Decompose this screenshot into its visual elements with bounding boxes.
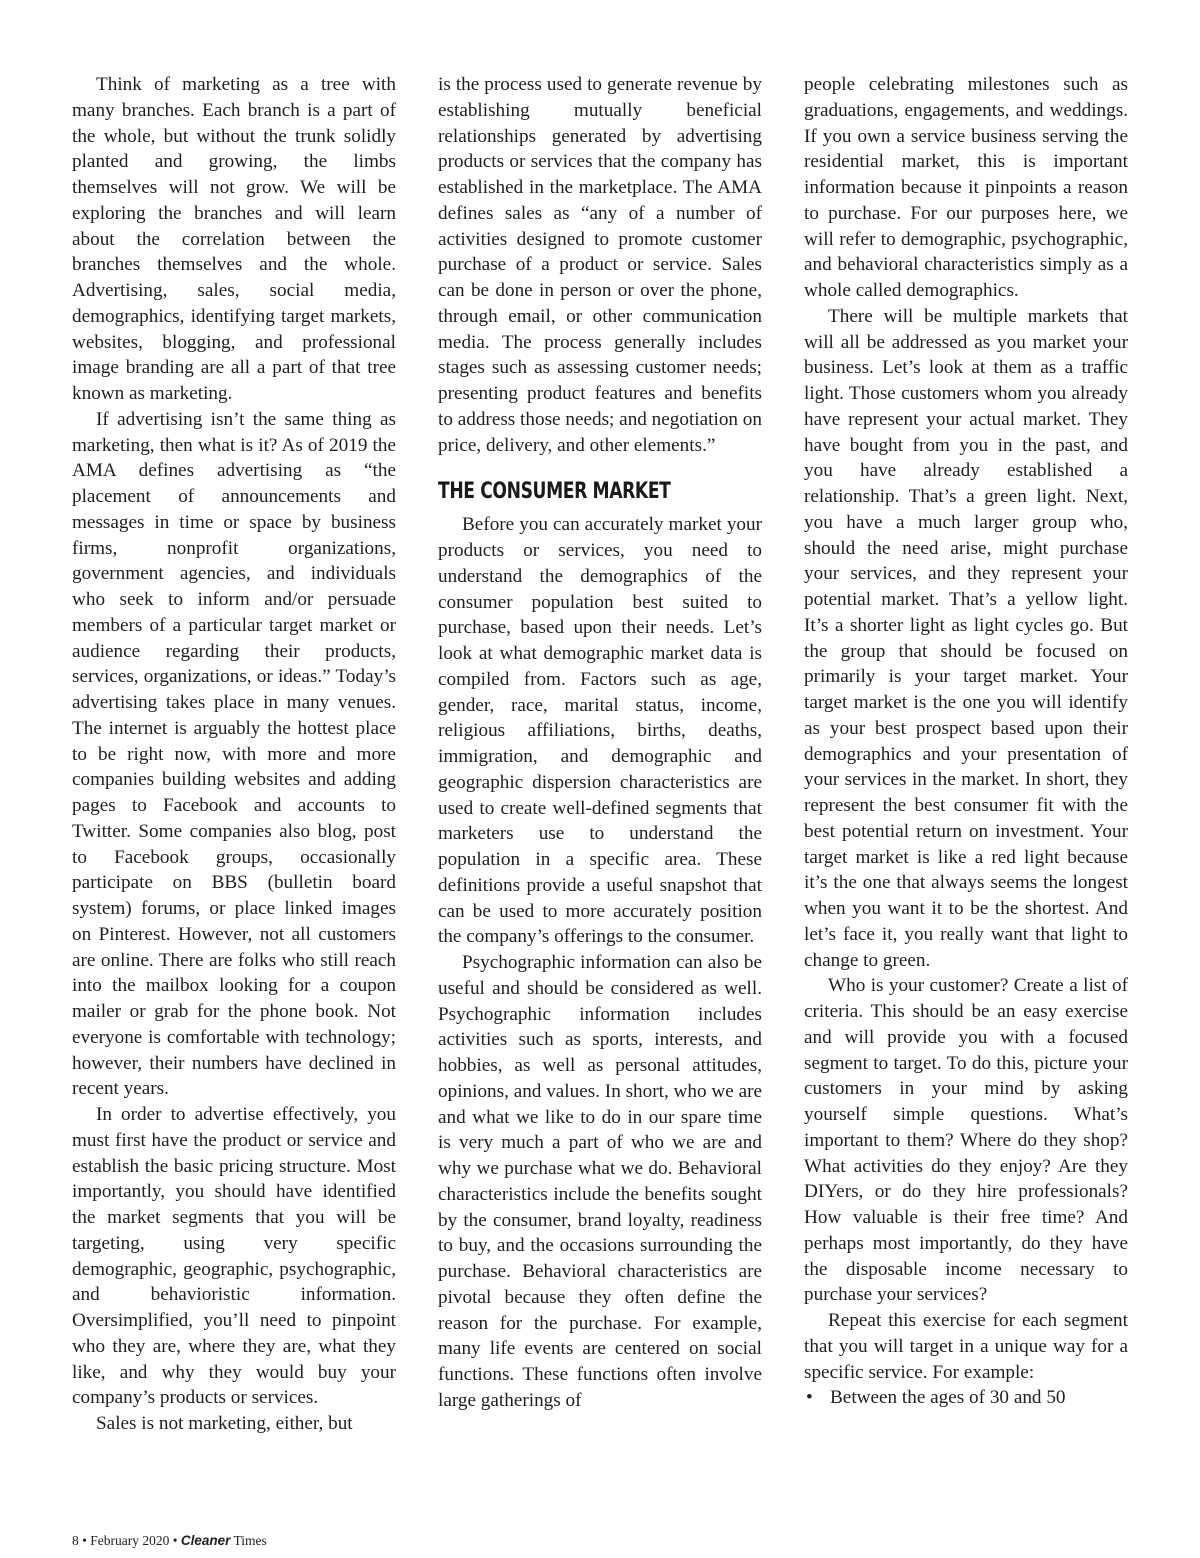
paragraph: Repeat this exercise for each segment that you will target in a unique way for a specific service. For example: [804, 1310, 1128, 1383]
paragraph: people celebrating milestones such as graduations, engagements, and weddings. If you own a service business serving the residential market, this is important information because it pinpoints a reason to purchase. For our purposes here, we will refer to demographic, psychographic, and behavioral characteristics simply as a whole called demographics. [804, 74, 1128, 301]
bullet-list [804, 1385, 1128, 1411]
magazine-name: Times [230, 1533, 267, 1548]
list-item: • Between the ages of 30 and 50 [804, 1385, 1128, 1411]
page-number: 8 [72, 1533, 79, 1548]
paragraph: In order to advertise effectively, you must first have the product or service and establish the basic pricing structure. Most importantly, you should have identified the market segments that you will be targeting, using very specific demographic, geographic, psychographic, and behavioristic information. Oversimplified, you’ll need to pinpoint who they are, where they are, what they like, and why they would buy your company’s products or services. [72, 1104, 396, 1409]
magazine-brand: Cleaner [180, 1533, 231, 1548]
paragraph: Who is your customer? Create a list of criteria. This should be an easy exercise and will provide you with a focused segment to target. To do this, picture your customers in your mind by asking yourself simple questions. What’s important to them? Where do they shop? What activities do they enjoy? Are they DIYers, or do they hire professionals? How valuable is their free time? And perhaps most importantly, do they have the disposable income necessary to purchase your services? [804, 975, 1128, 1306]
issue-date: February 2020 [90, 1533, 170, 1548]
section-heading: THE CONSUMER MARKET [438, 479, 671, 505]
column-1 [72, 72, 396, 1437]
paragraph: Sales is not marketing, either, but [96, 1413, 353, 1434]
footer-separator: • [169, 1533, 181, 1548]
page-footer [72, 1532, 267, 1550]
paragraph: There will be multiple markets that will all be addressed as you market your business. Let’s look at them as a traffic light. Those customers whom you already have represent your actual market. They have bought from you in the past, and you have already established a relationship. That’s a green light. Next, you have a much larger group who, should the need arise, might purchase your services, and they represent your potential market. That’s a yellow light. It’s a shorter light as light cycles go. But the group that should be focused on primarily is your target market. Your target market is the one you will identify as your best prospect based upon their demographics and your presentation of your services in the market. In short, they represent the best consumer fit with the best potential return on investment. Your target market is like a red light because it’s the one that always seems the longest when you want it to be the shortest. And let’s face it, you really want that light to change to green. [804, 305, 1128, 971]
paragraph: is the process used to generate revenue by establishing mutually beneficial relationships generated by advertising products or services that the company has established in the marketplace. The AMA defines sales as “any of a number of activities designed to promote customer purchase of a product or service. Sales can be done in person or over the phone, through email, or other communication media. The process generally includes stages such as assessing customer needs; presenting product features and benefits to address those needs; and negotiation on price, delivery, and other elements.” [438, 74, 762, 456]
paragraph: Think of marketing as a tree with many branches. Each branch is a part of the whole, but without the trunk solidly planted and growing, the limbs themselves will not grow. We will be exploring the branches and will learn about the correlation between the branches themselves and the whole. Advertising, sales, social media, demographics, identifying target markets, websites, blogging, and professional image branding are all a part of that tree known as marketing. [72, 74, 396, 404]
column-2 [438, 72, 762, 1414]
paragraph: Psychographic information can also be useful and should be considered as well. Psychographic information includes activities such as sports, interests, and hobbies, as well as personal attitudes, opinions, and values. In short, who we are and what we like to do in our spare time is very much a part of who we are and why we purchase what we do. Behavioral characteristics include the benefits sought by the consumer, brand loyalty, readiness to buy, and the occasions surrounding the purchase. Behavioral characteristics are pivotal because they often define the reason for the purchase. For example, many life events are centered on social functions. These functions often involve large gatherings of [438, 952, 762, 1411]
paragraph: Before you can accurately market your products or services, you need to understand the demographics of the consumer population best suited to purchase, based upon their needs. Let’s look at what demographic market data is compiled from. Factors such as age, gender, race, marital status, income, religious affiliations, births, deaths, immigration, and demographic and geographic dispersion characteristics are used to create well-defined segments that marketers use to understand the population in a specific area. These definitions provide a useful snapshot that can be used to more accurately position the company’s offerings to the consumer. [438, 514, 762, 948]
column-3 [804, 72, 1128, 1411]
footer-separator: • [78, 1533, 91, 1548]
paragraph: If advertising isn’t the same thing as marketing, then what is it? As of 2019 the AMA defines advertising as “the placement of announcements and messages in time or space by business firms, nonprofit organizations, government agencies, and individuals who seek to inform and/or persuade members of a particular target market or audience regarding their products, services, organizations, or ideas.” Today’s advertising takes place in many venues. The internet is arguably the hottest place to be right now, with more and more companies building websites and adding pages to Facebook and accounts to Twitter. Some companies also blog, post to Facebook groups, occasionally participate on BBS (bulletin board system) forums, or place linked images on Pinterest. However, not all customers are online. There are folks who still reach into the mailbox looking for a coupon mailer or grab for the phone book. Not everyone is comfortable with technology; however, their numbers have declined in recent years. [72, 408, 396, 1100]
